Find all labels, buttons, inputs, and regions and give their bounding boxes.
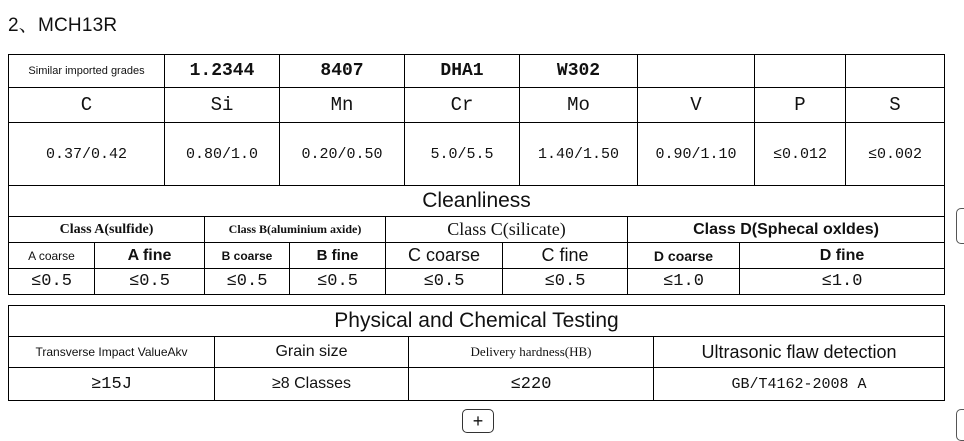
element-cell: P <box>755 88 846 123</box>
grade-cell <box>638 55 755 88</box>
range-cell: ≤0.012 <box>755 123 846 186</box>
testing-value-row <box>9 368 945 401</box>
subheader-row <box>9 243 945 269</box>
testing-value: ≥15J <box>9 368 215 401</box>
subheader-cell: C coarse <box>386 243 503 269</box>
level-cell: ≤0.5 <box>290 269 386 295</box>
element-cell: Mn <box>280 88 405 123</box>
subheader-cell: A fine <box>95 243 205 269</box>
range-cell: 5.0/5.5 <box>405 123 520 186</box>
element-cell: Cr <box>405 88 520 123</box>
testing-header: Delivery hardness(HB) <box>409 337 654 368</box>
subheader-cell: B fine <box>290 243 386 269</box>
level-cell: ≤0.5 <box>9 269 95 295</box>
section-heading: 2、MCH13R <box>8 15 118 36</box>
grade-cell: DHA1 <box>405 55 520 88</box>
level-cell: ≤0.5 <box>386 269 503 295</box>
testing-table <box>8 305 945 401</box>
level-cell: ≤1.0 <box>740 269 945 295</box>
grades-row <box>9 55 945 88</box>
side-handle[interactable] <box>956 208 964 244</box>
subheader-cell: D fine <box>740 243 945 269</box>
class-header: Class B(aluminium axide) <box>205 217 386 243</box>
class-header: Class C(silicate) <box>386 217 628 243</box>
testing-title: Physical and Chemical Testing <box>9 306 945 337</box>
testing-value: GB/T4162-2008 A <box>654 368 945 401</box>
range-row <box>9 123 945 186</box>
class-header: Class A(sulfide) <box>9 217 205 243</box>
level-cell: ≤1.0 <box>628 269 740 295</box>
add-row-button[interactable]: + <box>462 409 494 433</box>
testing-value: ≤220 <box>409 368 654 401</box>
element-cell: S <box>846 88 945 123</box>
grade-cell <box>755 55 846 88</box>
testing-value: ≥8 Classes <box>215 368 409 401</box>
class-row <box>9 217 945 243</box>
level-cell: ≤0.5 <box>205 269 290 295</box>
element-cell: V <box>638 88 755 123</box>
level-row <box>9 269 945 295</box>
grades-label: Similar imported grades <box>9 55 165 88</box>
range-cell: 0.80/1.0 <box>165 123 280 186</box>
element-cell: C <box>9 88 165 123</box>
grades-composition-table <box>8 54 945 186</box>
subheader-cell: B coarse <box>205 243 290 269</box>
subheader-cell: C fine <box>503 243 628 269</box>
testing-header: Ultrasonic flaw detection <box>654 337 945 368</box>
cleanliness-title-row <box>9 186 945 217</box>
cleanliness-table <box>8 185 945 295</box>
element-cell: Si <box>165 88 280 123</box>
level-cell: ≤0.5 <box>95 269 205 295</box>
grade-cell: W302 <box>520 55 638 88</box>
element-row <box>9 88 945 123</box>
side-handle[interactable] <box>956 409 964 441</box>
testing-title-row <box>9 306 945 337</box>
cleanliness-title: Cleanliness <box>9 186 945 217</box>
grade-cell: 1.2344 <box>165 55 280 88</box>
testing-header-row <box>9 337 945 368</box>
level-cell: ≤0.5 <box>503 269 628 295</box>
range-cell: 1.40/1.50 <box>520 123 638 186</box>
grade-cell <box>846 55 945 88</box>
subheader-cell: A coarse <box>9 243 95 269</box>
range-cell: 0.90/1.10 <box>638 123 755 186</box>
class-header: Class D(Sphecal oxldes) <box>628 217 945 243</box>
range-cell: ≤0.002 <box>846 123 945 186</box>
testing-header: Grain size <box>215 337 409 368</box>
range-cell: 0.37/0.42 <box>9 123 165 186</box>
grade-cell: 8407 <box>280 55 405 88</box>
subheader-cell: D coarse <box>628 243 740 269</box>
testing-header: Transverse Impact ValueAkv <box>9 337 215 368</box>
element-cell: Mo <box>520 88 638 123</box>
range-cell: 0.20/0.50 <box>280 123 405 186</box>
